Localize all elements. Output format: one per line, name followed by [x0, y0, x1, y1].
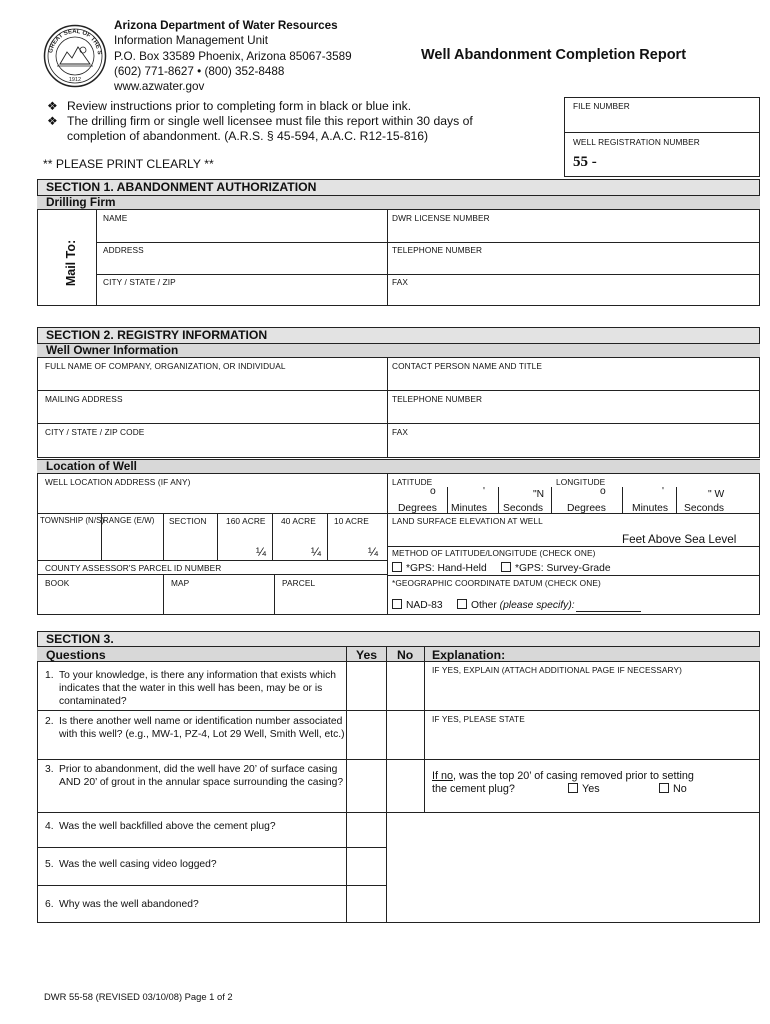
- firm-name-field[interactable]: NAME: [103, 213, 128, 223]
- file-number-label: FILE NUMBER: [573, 101, 630, 111]
- agency-phone: (602) 771-8627 • (800) 352-8488: [114, 65, 285, 78]
- explanation-1-field[interactable]: IF YES, EXPLAIN (ATTACH ADDITIONAL PAGE IF NECESSARY): [432, 665, 682, 675]
- firm-city-field[interactable]: CITY / STATE / ZIP: [103, 277, 176, 287]
- acre-40-field[interactable]: 40 ACRE: [281, 516, 316, 526]
- agency-address: P.O. Box 33589 Phoenix, Arizona 85067-3589: [114, 50, 352, 63]
- gps-survey-grade-option[interactable]: *GPS: Survey-Grade: [501, 562, 611, 575]
- lat-second-symbol: "N: [533, 489, 545, 500]
- lat-degrees-input[interactable]: [447, 487, 448, 513]
- svg-text:1912: 1912: [68, 77, 82, 83]
- long-degrees-input[interactable]: [622, 487, 623, 513]
- long-minutes-label: Minutes: [632, 503, 669, 514]
- form-title: Well Abandonment Completion Report: [421, 47, 687, 63]
- lat-seconds-label: Seconds: [503, 503, 544, 514]
- quarter-10: ¼: [368, 545, 379, 559]
- well-owner-subtitle: Well Owner Information: [37, 344, 760, 358]
- instruction-1: Review instructions prior to completing form in black or blue ink.: [67, 99, 412, 113]
- owner-fax-field[interactable]: FAX: [392, 427, 408, 437]
- quarter-160: ¼: [256, 545, 267, 559]
- explanation-3-line2: the cement plug?: [432, 783, 515, 795]
- firm-fax-field[interactable]: FAX: [392, 277, 408, 287]
- bullet-icon: ❖: [47, 114, 58, 128]
- method-label: METHOD OF LATITUDE/LONGITUDE (CHECK ONE): [392, 548, 596, 558]
- long-second-symbol: " W: [708, 489, 725, 500]
- svg-text:GREAT SEAL OF THE STATE OF ARI: GREAT SEAL OF THE S: [48, 28, 103, 56]
- dwr-license-field[interactable]: DWR LICENSE NUMBER: [392, 213, 490, 223]
- latitude-label: LATITUDE: [392, 477, 433, 487]
- lat-minute-symbol: ': [483, 486, 485, 497]
- no-header: No: [397, 648, 414, 662]
- casing-removed-yes-option[interactable]: Yes: [568, 783, 600, 795]
- longitude-label: LONGITUDE: [556, 477, 606, 487]
- bullet-icon: ❖: [47, 99, 58, 113]
- long-seconds-label: Seconds: [684, 503, 725, 514]
- map-field[interactable]: MAP: [171, 578, 190, 588]
- firm-telephone-field[interactable]: TELEPHONE NUMBER: [392, 245, 483, 255]
- long-minutes-input[interactable]: [676, 487, 677, 513]
- long-degrees-label: Degrees: [567, 503, 606, 514]
- lat-degree-symbol: o: [430, 486, 436, 497]
- agency-name: Arizona Department of Water Resources: [114, 19, 338, 32]
- section-1-body: [37, 210, 760, 306]
- well-registration-label: WELL REGISTRATION NUMBER: [573, 137, 700, 147]
- yes-header: Yes: [356, 648, 378, 662]
- owner-telephone-field[interactable]: TELEPHONE NUMBER: [392, 394, 483, 404]
- parcel-field[interactable]: PARCEL: [282, 578, 316, 588]
- owner-city-field[interactable]: CITY / STATE / ZIP CODE: [45, 427, 145, 437]
- gps-hand-held-option[interactable]: *GPS: Hand-Held: [392, 562, 487, 575]
- acre-160-field[interactable]: 160 ACRE: [226, 516, 266, 526]
- other-datum-option[interactable]: Other (please specify):: [457, 599, 575, 612]
- quarter-40: ¼: [311, 545, 322, 559]
- section-1-title: SECTION 1. ABANDONMENT AUTHORIZATION: [37, 179, 760, 196]
- long-minute-symbol: ': [662, 486, 664, 497]
- location-subtitle: Location of Well: [37, 459, 760, 474]
- firm-address-field[interactable]: ADDRESS: [103, 245, 144, 255]
- drilling-firm-subtitle: Drilling Firm: [37, 196, 760, 210]
- township-field[interactable]: TOWNSHIP (N/S): [40, 516, 105, 525]
- elevation-field[interactable]: LAND SURFACE ELEVATION AT WELL: [392, 516, 543, 526]
- section-number-field[interactable]: SECTION: [169, 516, 207, 526]
- lat-degrees-label: Degrees: [398, 503, 437, 514]
- well-location-address-field[interactable]: WELL LOCATION ADDRESS (IF ANY): [45, 477, 191, 487]
- nad83-checkbox[interactable]: [392, 599, 402, 609]
- questions-header: Questions: [46, 648, 106, 662]
- owner-mailing-field[interactable]: MAILING ADDRESS: [45, 394, 123, 404]
- casing-removed-yes-checkbox[interactable]: [568, 783, 578, 793]
- other-datum-checkbox[interactable]: [457, 599, 467, 609]
- explanation-header: Explanation:: [432, 648, 506, 662]
- range-field[interactable]: RANGE (E/W): [103, 516, 155, 525]
- seal-icon: [43, 24, 107, 88]
- other-datum-input[interactable]: [576, 611, 641, 612]
- lat-seconds-input[interactable]: [551, 487, 552, 513]
- explanation-3-text: If no, was the top 20’ of casing removed prior to setting: [432, 770, 694, 782]
- well-registration-value[interactable]: 55 -: [573, 154, 597, 170]
- mail-to-label: Mail To:: [64, 239, 78, 287]
- datum-label: *GEOGRAPHIC COORDINATE DATUM (CHECK ONE): [392, 578, 601, 588]
- long-degree-symbol: o: [600, 486, 606, 497]
- well-owner-body: [37, 358, 760, 458]
- elevation-units: Feet Above Sea Level: [622, 533, 737, 546]
- section-2-title: SECTION 2. REGISTRY INFORMATION: [37, 327, 760, 344]
- yes-answer-column[interactable]: [347, 663, 386, 811]
- no-answer-column[interactable]: [387, 663, 424, 811]
- acre-10-field[interactable]: 10 ACRE: [334, 516, 369, 526]
- unit-name: Information Management Unit: [114, 34, 268, 47]
- section-3-title: SECTION 3.: [37, 631, 760, 647]
- casing-removed-no-checkbox[interactable]: [659, 783, 669, 793]
- print-clearly-note: ** PLEASE PRINT CLEARLY **: [43, 157, 214, 171]
- book-field[interactable]: BOOK: [45, 578, 70, 588]
- casing-removed-no-option[interactable]: No: [659, 783, 687, 795]
- gps-survey-grade-checkbox[interactable]: [501, 562, 511, 572]
- form-footer: DWR 55-58 (REVISED 03/10/08) Page 1 of 2: [44, 991, 233, 1002]
- lat-minutes-input[interactable]: [498, 487, 499, 513]
- lat-minutes-label: Minutes: [451, 503, 488, 514]
- parcel-id-label: COUNTY ASSESSOR'S PARCEL ID NUMBER: [45, 563, 222, 573]
- agency-website[interactable]: www.azwater.gov: [114, 80, 205, 93]
- contact-person-field[interactable]: CONTACT PERSON NAME AND TITLE: [392, 361, 542, 371]
- owner-name-field[interactable]: FULL NAME OF COMPANY, ORGANIZATION, OR INDIVIDUAL: [45, 361, 286, 371]
- instruction-2: The drilling firm or single well licensee must file this report within 30 days of completion of abandonment. (A.R.S. § 45-594, A.A.C. R12-15-816): [67, 114, 473, 143]
- gps-hand-held-checkbox[interactable]: [392, 562, 402, 572]
- state-seal: [43, 24, 107, 88]
- explanation-2-field[interactable]: IF YES, PLEASE STATE: [432, 714, 525, 724]
- nad83-option[interactable]: NAD-83: [392, 599, 443, 612]
